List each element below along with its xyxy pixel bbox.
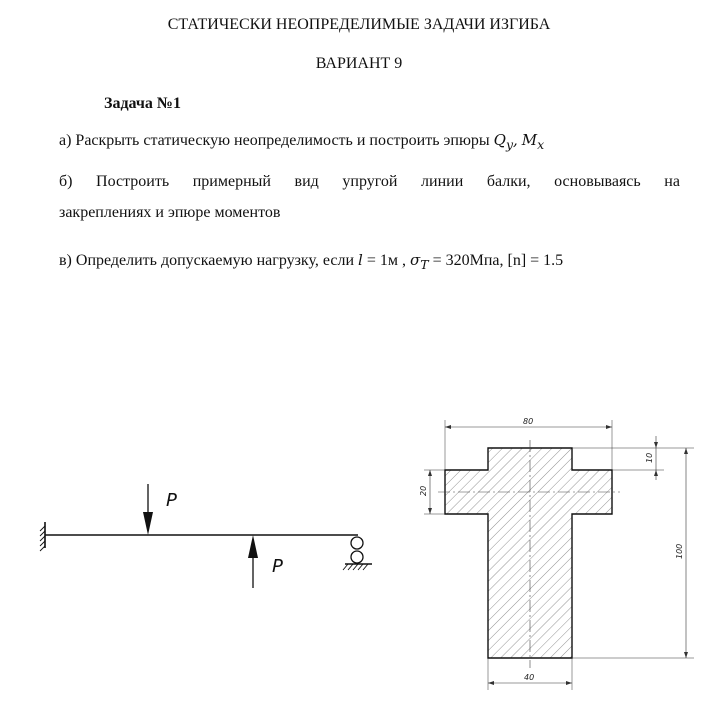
b-word: основываясь bbox=[554, 173, 641, 190]
dim-20: 20 bbox=[419, 485, 428, 496]
variant-title: ВАРИАНТ 9 bbox=[315, 55, 403, 72]
dim-height: 100 bbox=[675, 543, 684, 559]
roller-support bbox=[343, 537, 372, 570]
load-label-bottom: P bbox=[272, 556, 283, 577]
item-b-line1 bbox=[59, 173, 680, 191]
b-word: вид bbox=[294, 173, 319, 190]
dim-flange: 10 bbox=[645, 452, 654, 463]
b-word: балки, bbox=[486, 173, 531, 190]
item-a bbox=[59, 131, 544, 152]
section-outline bbox=[445, 448, 612, 658]
b-word: на bbox=[664, 173, 680, 190]
b-word: примерный bbox=[192, 173, 271, 190]
load-arrow-down bbox=[143, 484, 153, 535]
length-symbol: l bbox=[358, 251, 363, 269]
b-word: упругой bbox=[342, 173, 398, 190]
b-word: линии bbox=[421, 173, 464, 190]
item-c bbox=[59, 251, 563, 272]
dim-width-top: 80 bbox=[523, 417, 534, 426]
item-a-text: а) Раскрыть статическую неопределимость и построить эпюры bbox=[59, 132, 490, 149]
item-a-separator: , bbox=[513, 131, 518, 149]
b-word: Построить bbox=[96, 173, 170, 190]
stress-and-safety-values: = 320Мпа, [n] = 1.5 bbox=[428, 252, 564, 269]
b-word: б) bbox=[59, 173, 73, 190]
qy-symbol: $Q_y$ bbox=[493, 131, 514, 152]
page-title: СТАТИЧЕСКИ НЕОПРЕДЕЛИМЫЕ ЗАДАЧИ ИЗГИБА bbox=[167, 16, 551, 33]
item-b-line2: закреплениях и эпюре моментов bbox=[59, 204, 281, 221]
fixed-support bbox=[40, 522, 45, 551]
mx-symbol: $M_x$ bbox=[521, 131, 545, 152]
task-heading: Задача №1 bbox=[104, 95, 181, 112]
load-label-top: P bbox=[166, 490, 177, 511]
cross-section bbox=[419, 417, 694, 690]
length-value: = 1м , bbox=[362, 252, 406, 269]
dim-width-bottom: 40 bbox=[524, 673, 535, 682]
item-c-text: в) Определить допускаемую нагрузку, если bbox=[59, 252, 355, 269]
sigma-symbol: $\sigma_T$ bbox=[409, 251, 429, 272]
load-arrow-up bbox=[248, 535, 258, 588]
